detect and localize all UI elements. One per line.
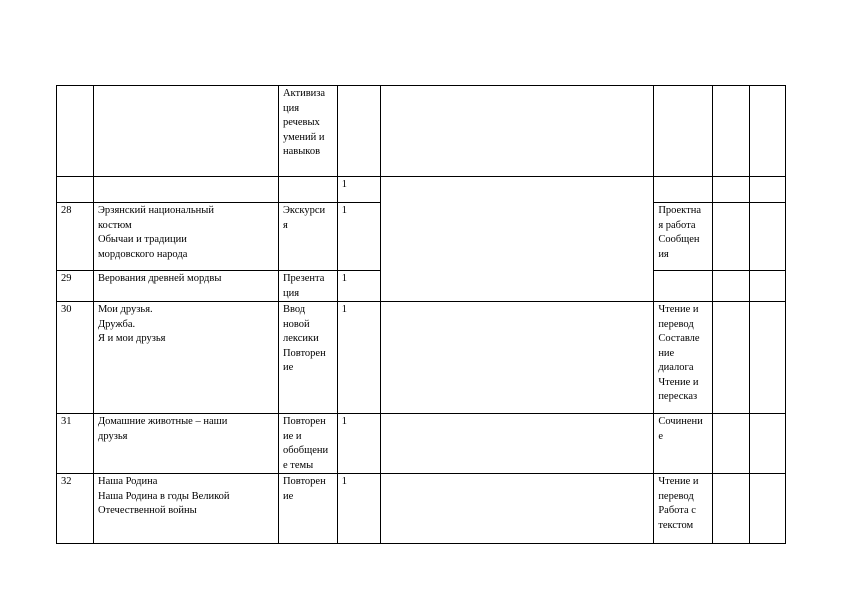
topic-cell [93, 86, 278, 177]
hours-cell [337, 86, 381, 177]
hours-cell: 1 [337, 271, 381, 302]
table-row [57, 302, 786, 414]
lesson-form-cell-line: Повторен [282, 347, 326, 359]
extra-cell-2 [750, 86, 786, 177]
activity-cell-line: диалога [658, 362, 694, 373]
topic-cell-line: Дружба. [97, 318, 136, 330]
hours-cell: 1 [337, 203, 381, 271]
lesson-form-cell [278, 271, 337, 302]
extra-cell-2 [750, 271, 786, 302]
extra-cell-1 [713, 177, 750, 203]
lesson-number-cell [57, 177, 94, 203]
activity-cell-line: текстом [658, 519, 694, 531]
lesson-number-cell: 31 [57, 414, 94, 474]
activity-cell-line: Чтение и [658, 476, 699, 487]
extra-cell-1 [713, 474, 750, 544]
topic-cell-line: костюм [97, 219, 132, 231]
hours-cell: 1 [337, 177, 381, 203]
activity-cell-line: я работа [658, 219, 696, 231]
lesson-form-cell-line: ция [282, 102, 300, 114]
activity-cell-line: пересказ [658, 391, 698, 402]
lesson-form-cell [278, 474, 337, 544]
lesson-form-cell-line: Презента [282, 273, 325, 284]
activity-cell-line: Проектна [658, 205, 702, 216]
topic-cell-line: Обычаи и традиции [97, 234, 187, 245]
activity-cell [654, 302, 713, 414]
activity-cell-line: Составле [658, 333, 700, 344]
lesson-form-cell-line: ие [282, 490, 294, 502]
goals-cell [381, 474, 654, 544]
table-row [57, 86, 786, 177]
lesson-number-cell: 32 [57, 474, 94, 544]
activity-cell-line: Работа с [658, 505, 696, 516]
extra-cell-2 [750, 414, 786, 474]
topic-cell [93, 177, 278, 203]
extra-cell-2 [750, 302, 786, 414]
hours-cell: 1 [337, 302, 381, 414]
extra-cell-1 [713, 302, 750, 414]
activity-cell-line: Чтение и [658, 376, 699, 388]
topic-cell-line: Я и мои друзья [97, 333, 166, 344]
topic-cell-line: друзья [97, 430, 128, 442]
topic-cell [93, 474, 278, 544]
extra-cell-1 [713, 86, 750, 177]
activity-cell [654, 414, 713, 474]
lesson-form-cell-line: я [282, 219, 288, 231]
topic-cell [93, 203, 278, 271]
goals-cell [381, 86, 654, 177]
lesson-form-cell-line: новой [282, 318, 310, 330]
activity-cell-line: Чтение и [658, 304, 699, 315]
activity-cell-line: перевод [658, 490, 694, 502]
goals-cell [381, 302, 654, 414]
lesson-form-cell-line: Ввод [282, 304, 306, 315]
topic-cell-line: Отечественной войны [97, 505, 197, 516]
lesson-form-cell-line: е темы [282, 459, 314, 471]
topic-cell [93, 302, 278, 414]
topic-cell-line: Наша Родина [97, 476, 158, 487]
lesson-form-cell-line: ция [282, 287, 300, 299]
extra-cell-2 [750, 177, 786, 203]
hours-cell: 1 [337, 414, 381, 474]
table-row [57, 414, 786, 474]
lesson-form-cell-line: Повторен [282, 416, 326, 427]
lesson-form-cell [278, 86, 337, 177]
goals-cell [381, 414, 654, 474]
topic-cell [93, 414, 278, 474]
topic-cell-line: Домашние животные – наши [97, 416, 228, 427]
lesson-number-cell: 29 [57, 271, 94, 302]
activity-cell-line: перевод [658, 318, 694, 330]
activity-cell-line: ия [658, 248, 669, 260]
lesson-form-cell-line: обобщени [282, 445, 329, 456]
activity-cell-line: Сочинени [658, 416, 703, 427]
lesson-form-cell-line: Повторен [282, 476, 326, 487]
lesson-form-cell-line: речевых [282, 117, 320, 128]
topic-cell-line: мордовского народа [97, 248, 188, 260]
activity-cell [654, 203, 713, 271]
lesson-form-cell-line: Экскурси [282, 205, 326, 216]
lesson-form-cell [278, 177, 337, 203]
lesson-plan-body [57, 86, 786, 544]
activity-cell-line: ние [658, 347, 675, 359]
hours-cell: 1 [337, 474, 381, 544]
activity-cell [654, 177, 713, 203]
extra-cell-1 [713, 203, 750, 271]
table-row [57, 474, 786, 544]
lesson-number-cell [57, 86, 94, 177]
extra-cell-1 [713, 414, 750, 474]
lesson-form-cell-line: ие и [282, 430, 302, 442]
lesson-form-cell [278, 302, 337, 414]
activity-cell [654, 271, 713, 302]
activity-cell [654, 86, 713, 177]
activity-cell [654, 474, 713, 544]
lesson-form-cell-line: умений и [282, 131, 325, 143]
topic-cell-line: Верования древней мордвы [97, 273, 222, 284]
activity-cell-line: Сообщен [658, 234, 700, 245]
topic-cell-line: Эрзянский национальный [97, 205, 214, 216]
topic-cell-line: Мои друзья. [97, 304, 153, 315]
extra-cell-2 [750, 203, 786, 271]
lesson-form-cell-line: Активиза [282, 88, 326, 99]
lesson-form-cell-line: лексики [282, 333, 319, 344]
lesson-form-cell-line: навыков [282, 146, 321, 157]
lesson-plan-table [56, 85, 786, 544]
lesson-form-cell [278, 414, 337, 474]
extra-cell-1 [713, 271, 750, 302]
lesson-form-cell [278, 203, 337, 271]
extra-cell-2 [750, 474, 786, 544]
lesson-number-cell: 28 [57, 203, 94, 271]
topic-cell [93, 271, 278, 302]
topic-cell-line: Наша Родина в годы Великой [97, 490, 230, 502]
lesson-number-cell: 30 [57, 302, 94, 414]
lesson-form-cell-line: ие [282, 362, 294, 373]
merged-goals-cell [381, 177, 654, 302]
table-row [57, 177, 786, 203]
activity-cell-line: е [658, 430, 663, 442]
